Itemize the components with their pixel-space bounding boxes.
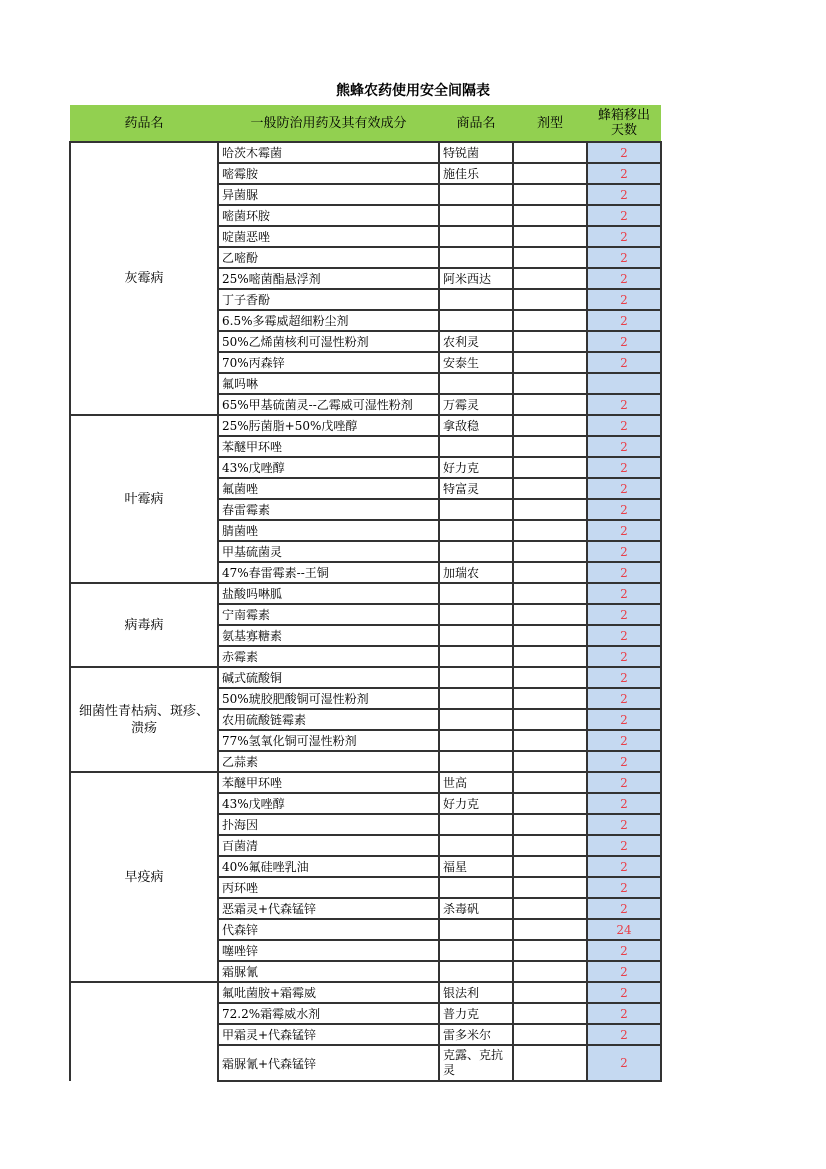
page-title: 熊蜂农药使用安全间隔表 <box>336 83 490 99</box>
brand-cell <box>439 961 513 982</box>
brand-cell: 施佳乐 <box>439 163 513 184</box>
brand-cell: 好力克 <box>439 793 513 814</box>
formulation-cell <box>513 940 587 961</box>
days-cell: 2 <box>587 898 661 919</box>
ingredient-cell: 扑海因 <box>218 814 439 835</box>
disease-cell <box>70 982 218 1081</box>
formulation-cell <box>513 520 587 541</box>
days-cell: 2 <box>587 583 661 604</box>
days-cell: 2 <box>587 856 661 877</box>
brand-cell: 普力克 <box>439 1003 513 1024</box>
days-cell: 2 <box>587 982 661 1003</box>
disease-cell: 细菌性青枯病、斑疹、溃疡 <box>70 667 218 772</box>
days-cell: 2 <box>587 835 661 856</box>
days-cell: 2 <box>587 352 661 373</box>
brand-cell: 阿米西达 <box>439 268 513 289</box>
brand-cell: 拿敌稳 <box>439 415 513 436</box>
brand-cell <box>439 499 513 520</box>
formulation-cell <box>513 814 587 835</box>
ingredient-cell: 氟菌唑 <box>218 478 439 499</box>
ingredient-cell: 65%甲基硫菌灵--乙霉威可湿性粉剂 <box>218 394 439 415</box>
brand-cell: 特富灵 <box>439 478 513 499</box>
brand-cell: 农利灵 <box>439 331 513 352</box>
ingredient-cell: 宁南霉素 <box>218 604 439 625</box>
ingredient-cell: 乙蒜素 <box>218 751 439 772</box>
disease-cell: 灰霉病 <box>70 142 218 415</box>
brand-cell: 银法利 <box>439 982 513 1003</box>
ingredient-cell: 丁子香酚 <box>218 289 439 310</box>
formulation-cell <box>513 142 587 163</box>
disease-cell: 早疫病 <box>70 772 218 982</box>
days-cell: 2 <box>587 1045 661 1081</box>
days-cell: 2 <box>587 730 661 751</box>
ingredient-cell: 25%肟菌脂+50%戊唑醇 <box>218 415 439 436</box>
formulation-cell <box>513 436 587 457</box>
formulation-cell <box>513 499 587 520</box>
brand-cell <box>439 814 513 835</box>
ingredient-cell: 百菌清 <box>218 835 439 856</box>
days-cell: 2 <box>587 394 661 415</box>
ingredient-cell: 盐酸吗啉胍 <box>218 583 439 604</box>
formulation-cell <box>513 877 587 898</box>
formulation-cell <box>513 268 587 289</box>
table-row <box>70 415 661 436</box>
formulation-cell <box>513 478 587 499</box>
days-cell: 2 <box>587 436 661 457</box>
brand-cell: 安泰生 <box>439 352 513 373</box>
days-cell: 2 <box>587 289 661 310</box>
formulation-cell <box>513 898 587 919</box>
ingredient-cell: 苯醚甲环唑 <box>218 772 439 793</box>
ingredient-cell: 6.5%多霉威超细粉尘剂 <box>218 310 439 331</box>
formulation-cell <box>513 1003 587 1024</box>
formulation-cell <box>513 730 587 751</box>
formulation-cell <box>513 646 587 667</box>
brand-cell <box>439 541 513 562</box>
brand-cell: 福星 <box>439 856 513 877</box>
formulation-cell <box>513 793 587 814</box>
header-ingredient: 一般防治用药及其有效成分 <box>218 105 439 142</box>
ingredient-cell: 50%乙烯菌核利可湿性粉剂 <box>218 331 439 352</box>
ingredient-cell: 甲霜灵+代森锰锌 <box>218 1024 439 1045</box>
days-cell: 2 <box>587 646 661 667</box>
days-cell: 2 <box>587 142 661 163</box>
days-cell: 2 <box>587 541 661 562</box>
brand-cell <box>439 436 513 457</box>
ingredient-cell: 70%丙森锌 <box>218 352 439 373</box>
days-cell: 2 <box>587 940 661 961</box>
ingredient-cell: 氨基寡糖素 <box>218 625 439 646</box>
formulation-cell <box>513 457 587 478</box>
ingredient-cell: 碱式硫酸铜 <box>218 667 439 688</box>
formulation-cell <box>513 373 587 394</box>
brand-cell <box>439 667 513 688</box>
ingredient-cell: 嘧菌环胺 <box>218 205 439 226</box>
ingredient-cell: 霜脲氰+代森锰锌 <box>218 1045 439 1081</box>
ingredient-cell: 哈茨木霉菌 <box>218 142 439 163</box>
ingredient-cell: 丙环唑 <box>218 877 439 898</box>
ingredient-cell: 72.2%霜霉威水剂 <box>218 1003 439 1024</box>
brand-cell: 加瑞农 <box>439 562 513 583</box>
days-cell: 2 <box>587 457 661 478</box>
brand-cell <box>439 226 513 247</box>
formulation-cell <box>513 205 587 226</box>
formulation-cell <box>513 163 587 184</box>
days-cell: 2 <box>587 184 661 205</box>
days-cell: 2 <box>587 625 661 646</box>
brand-cell <box>439 730 513 751</box>
formulation-cell <box>513 961 587 982</box>
formulation-cell <box>513 1024 587 1045</box>
ingredient-cell: 啶菌恶唑 <box>218 226 439 247</box>
formulation-cell <box>513 919 587 940</box>
formulation-cell <box>513 541 587 562</box>
days-cell <box>587 373 661 394</box>
brand-cell <box>439 625 513 646</box>
brand-cell <box>439 184 513 205</box>
days-cell: 2 <box>587 478 661 499</box>
formulation-cell <box>513 604 587 625</box>
pesticide-interval-table <box>69 105 662 1082</box>
ingredient-cell: 乙嘧酚 <box>218 247 439 268</box>
ingredient-cell: 50%琥胶肥酸铜可湿性粉剂 <box>218 688 439 709</box>
brand-cell <box>439 205 513 226</box>
formulation-cell <box>513 394 587 415</box>
ingredient-cell: 恶霜灵+代森锰锌 <box>218 898 439 919</box>
ingredient-cell: 43%戊唑醇 <box>218 457 439 478</box>
days-cell: 2 <box>587 688 661 709</box>
ingredient-cell: 噻唑锌 <box>218 940 439 961</box>
ingredient-cell: 40%氟硅唑乳油 <box>218 856 439 877</box>
formulation-cell <box>513 562 587 583</box>
table-row <box>70 667 661 688</box>
ingredient-cell: 77%氢氧化铜可湿性粉剂 <box>218 730 439 751</box>
formulation-cell <box>513 1045 587 1081</box>
brand-cell: 杀毒矾 <box>439 898 513 919</box>
formulation-cell <box>513 226 587 247</box>
formulation-cell <box>513 331 587 352</box>
header-days: 蜂箱移出 天数 <box>587 105 661 142</box>
brand-cell <box>439 688 513 709</box>
days-cell: 2 <box>587 226 661 247</box>
table-body <box>70 142 661 1081</box>
table-row <box>70 583 661 604</box>
disease-cell: 病毒病 <box>70 583 218 667</box>
days-cell: 2 <box>587 310 661 331</box>
table-row <box>70 982 661 1003</box>
ingredient-cell: 氟吡菌胺+霜霉威 <box>218 982 439 1003</box>
days-cell: 2 <box>587 562 661 583</box>
days-cell: 2 <box>587 415 661 436</box>
formulation-cell <box>513 856 587 877</box>
days-cell: 2 <box>587 499 661 520</box>
formulation-cell <box>513 772 587 793</box>
formulation-cell <box>513 835 587 856</box>
brand-cell <box>439 919 513 940</box>
brand-cell <box>439 373 513 394</box>
days-cell: 2 <box>587 205 661 226</box>
ingredient-cell: 氟吗啉 <box>218 373 439 394</box>
brand-cell: 克露、克抗灵 <box>439 1045 513 1081</box>
formulation-cell <box>513 982 587 1003</box>
table-header-row <box>70 105 661 142</box>
brand-cell <box>439 310 513 331</box>
ingredient-cell: 苯醚甲环唑 <box>218 436 439 457</box>
ingredient-cell: 异菌脲 <box>218 184 439 205</box>
days-cell: 2 <box>587 814 661 835</box>
brand-cell <box>439 604 513 625</box>
brand-cell: 特锐菌 <box>439 142 513 163</box>
header-brand: 商品名 <box>439 105 513 142</box>
brand-cell <box>439 835 513 856</box>
formulation-cell <box>513 184 587 205</box>
brand-cell <box>439 877 513 898</box>
ingredient-cell: 霜脲氰 <box>218 961 439 982</box>
brand-cell: 雷多米尔 <box>439 1024 513 1045</box>
formulation-cell <box>513 625 587 646</box>
ingredient-cell: 赤霉素 <box>218 646 439 667</box>
disease-cell: 叶霉病 <box>70 415 218 583</box>
days-cell: 2 <box>587 331 661 352</box>
ingredient-cell: 代森锌 <box>218 919 439 940</box>
brand-cell <box>439 709 513 730</box>
days-cell: 2 <box>587 247 661 268</box>
brand-cell: 好力克 <box>439 457 513 478</box>
days-cell: 2 <box>587 163 661 184</box>
ingredient-cell: 腈菌唑 <box>218 520 439 541</box>
days-cell: 2 <box>587 667 661 688</box>
formulation-cell <box>513 583 587 604</box>
days-cell: 2 <box>587 268 661 289</box>
days-cell: 24 <box>587 919 661 940</box>
days-cell: 2 <box>587 1003 661 1024</box>
formulation-cell <box>513 247 587 268</box>
brand-cell <box>439 751 513 772</box>
days-cell: 2 <box>587 772 661 793</box>
brand-cell <box>439 646 513 667</box>
brand-cell <box>439 289 513 310</box>
ingredient-cell: 春雷霉素 <box>218 499 439 520</box>
formulation-cell <box>513 688 587 709</box>
ingredient-cell: 25%嘧菌酯悬浮剂 <box>218 268 439 289</box>
brand-cell <box>439 247 513 268</box>
ingredient-cell: 农用硫酸链霉素 <box>218 709 439 730</box>
formulation-cell <box>513 751 587 772</box>
days-cell: 2 <box>587 961 661 982</box>
formulation-cell <box>513 289 587 310</box>
table-row <box>70 142 661 163</box>
days-cell: 2 <box>587 793 661 814</box>
days-cell: 2 <box>587 1024 661 1045</box>
formulation-cell <box>513 352 587 373</box>
brand-cell: 万霉灵 <box>439 394 513 415</box>
days-cell: 2 <box>587 709 661 730</box>
header-formulation: 剂型 <box>513 105 587 142</box>
brand-cell <box>439 583 513 604</box>
brand-cell: 世高 <box>439 772 513 793</box>
formulation-cell <box>513 310 587 331</box>
brand-cell <box>439 940 513 961</box>
header-disease: 药品名 <box>70 105 218 142</box>
ingredient-cell: 嘧霉胺 <box>218 163 439 184</box>
days-cell: 2 <box>587 520 661 541</box>
ingredient-cell: 43%戊唑醇 <box>218 793 439 814</box>
days-cell: 2 <box>587 877 661 898</box>
table-row <box>70 772 661 793</box>
formulation-cell <box>513 667 587 688</box>
days-cell: 2 <box>587 604 661 625</box>
days-cell: 2 <box>587 751 661 772</box>
formulation-cell <box>513 709 587 730</box>
ingredient-cell: 甲基硫菌灵 <box>218 541 439 562</box>
formulation-cell <box>513 415 587 436</box>
ingredient-cell: 47%春雷霉素--王铜 <box>218 562 439 583</box>
brand-cell <box>439 520 513 541</box>
